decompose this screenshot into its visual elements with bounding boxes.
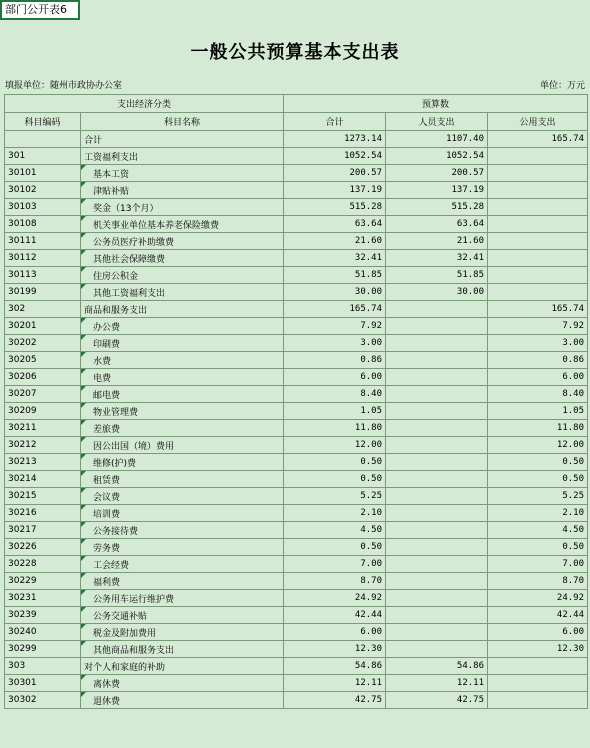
- cell-public[interactable]: 0.50: [488, 471, 588, 488]
- table-row: [5, 556, 588, 573]
- cell-public[interactable]: 11.80: [488, 420, 588, 437]
- table-row: [5, 658, 588, 675]
- cell-personnel[interactable]: [386, 318, 488, 335]
- table-row: [5, 607, 588, 624]
- cell-total[interactable]: 1052.54: [284, 148, 386, 165]
- table-row: [5, 624, 588, 641]
- cell-total[interactable]: 42.44: [284, 607, 386, 624]
- cell-personnel[interactable]: 42.75: [386, 692, 488, 709]
- cell-public[interactable]: 12.30: [488, 641, 588, 658]
- cell-total[interactable]: 137.19: [284, 182, 386, 199]
- cell-total[interactable]: 30.00: [284, 284, 386, 301]
- cell-code[interactable]: 30240: [5, 624, 81, 641]
- cell-total[interactable]: 21.60: [284, 233, 386, 250]
- cell-personnel[interactable]: [386, 454, 488, 471]
- cell-public[interactable]: 7.00: [488, 556, 588, 573]
- cell-name[interactable]: 津贴补贴: [81, 182, 284, 199]
- cell-code[interactable]: 30217: [5, 522, 81, 539]
- table-row: [5, 573, 588, 590]
- cell-total[interactable]: 7.92: [284, 318, 386, 335]
- cell-personnel[interactable]: [386, 301, 488, 318]
- cell-personnel[interactable]: [386, 488, 488, 505]
- cell-name[interactable]: 差旅费: [81, 420, 284, 437]
- cell-personnel[interactable]: 21.60: [386, 233, 488, 250]
- cell-personnel[interactable]: 51.85: [386, 267, 488, 284]
- cell-name[interactable]: 机关事业单位基本养老保险缴费: [81, 216, 284, 233]
- cell-personnel[interactable]: [386, 624, 488, 641]
- cell-name[interactable]: 公务交通补贴: [81, 607, 284, 624]
- cell-name[interactable]: 培训费: [81, 505, 284, 522]
- cell-personnel[interactable]: [386, 403, 488, 420]
- cell-public[interactable]: [488, 233, 588, 250]
- cell-public[interactable]: 12.00: [488, 437, 588, 454]
- cell-public[interactable]: [488, 216, 588, 233]
- cell-code[interactable]: 30239: [5, 607, 81, 624]
- cell-code[interactable]: 30113: [5, 267, 81, 284]
- cell-personnel[interactable]: 200.57: [386, 165, 488, 182]
- cell-total[interactable]: 165.74: [284, 301, 386, 318]
- cell-public[interactable]: [488, 199, 588, 216]
- cell-code[interactable]: 30301: [5, 675, 81, 692]
- cell-total[interactable]: 1.05: [284, 403, 386, 420]
- cell-code[interactable]: 30211: [5, 420, 81, 437]
- cell-code[interactable]: 30101: [5, 165, 81, 182]
- table-row: [5, 131, 588, 148]
- cell-name[interactable]: 工资福利支出: [81, 148, 284, 165]
- header-personnel[interactable]: 人员支出: [386, 113, 488, 131]
- cell-code[interactable]: 30202: [5, 335, 81, 352]
- table-row: [5, 420, 588, 437]
- header-code[interactable]: 科目编码: [5, 113, 81, 131]
- cell-public[interactable]: 7.92: [488, 318, 588, 335]
- cell-personnel[interactable]: 30.00: [386, 284, 488, 301]
- cell-name[interactable]: 商品和服务支出: [81, 301, 284, 318]
- cell-public[interactable]: 24.92: [488, 590, 588, 607]
- cell-code[interactable]: 30206: [5, 369, 81, 386]
- cell-name[interactable]: 水费: [81, 352, 284, 369]
- cell-name[interactable]: 住房公积金: [81, 267, 284, 284]
- cell-name[interactable]: 退休费: [81, 692, 284, 709]
- table-row: [5, 199, 588, 216]
- cell-code[interactable]: 30299: [5, 641, 81, 658]
- cell-name[interactable]: 邮电费: [81, 386, 284, 403]
- cell-name[interactable]: 基本工资: [81, 165, 284, 182]
- cell-total[interactable]: 54.86: [284, 658, 386, 675]
- cell-name[interactable]: 奖金（13个月）: [81, 199, 284, 216]
- cell-code[interactable]: 30216: [5, 505, 81, 522]
- cell-total[interactable]: 2.10: [284, 505, 386, 522]
- cell-name[interactable]: 离休费: [81, 675, 284, 692]
- cell-name[interactable]: 维修(护)费: [81, 454, 284, 471]
- table-row: [5, 488, 588, 505]
- cell-name[interactable]: 其他工资福利支出: [81, 284, 284, 301]
- cell-personnel[interactable]: [386, 573, 488, 590]
- cell-total[interactable]: 8.70: [284, 573, 386, 590]
- cell-personnel[interactable]: 137.19: [386, 182, 488, 199]
- table-body: [5, 131, 588, 709]
- cell-total[interactable]: 63.64: [284, 216, 386, 233]
- cell-name[interactable]: 其他商品和服务支出: [81, 641, 284, 658]
- table-row: [5, 148, 588, 165]
- cell-personnel[interactable]: 1052.54: [386, 148, 488, 165]
- cell-public[interactable]: [488, 675, 588, 692]
- cell-public[interactable]: [488, 658, 588, 675]
- cell-name[interactable]: 租赁费: [81, 471, 284, 488]
- cell-name[interactable]: 办公费: [81, 318, 284, 335]
- cell-code[interactable]: 30231: [5, 590, 81, 607]
- cell-code[interactable]: 30111: [5, 233, 81, 250]
- table-row: [5, 471, 588, 488]
- header-group-row: [5, 95, 588, 113]
- cell-code[interactable]: [5, 131, 81, 148]
- table-row: [5, 641, 588, 658]
- cell-personnel[interactable]: [386, 386, 488, 403]
- header-column-row: [5, 113, 588, 131]
- table-row: [5, 250, 588, 267]
- table-row: [5, 216, 588, 233]
- cell-personnel[interactable]: [386, 590, 488, 607]
- table-row: [5, 692, 588, 709]
- cell-name[interactable]: 印刷费: [81, 335, 284, 352]
- cell-total[interactable]: 4.50: [284, 522, 386, 539]
- cell-code[interactable]: 301: [5, 148, 81, 165]
- cell-public[interactable]: 165.74: [488, 301, 588, 318]
- cell-personnel[interactable]: 63.64: [386, 216, 488, 233]
- cell-personnel[interactable]: 515.28: [386, 199, 488, 216]
- cell-name[interactable]: 工会经费: [81, 556, 284, 573]
- cell-name[interactable]: 会议费: [81, 488, 284, 505]
- table-row: [5, 352, 588, 369]
- expenditure-table: [4, 94, 588, 709]
- cell-total[interactable]: 515.28: [284, 199, 386, 216]
- cell-public[interactable]: 42.44: [488, 607, 588, 624]
- table-row: [5, 267, 588, 284]
- cell-code[interactable]: 30207: [5, 386, 81, 403]
- cell-public[interactable]: [488, 692, 588, 709]
- cell-name[interactable]: 劳务费: [81, 539, 284, 556]
- table-row: [5, 505, 588, 522]
- cell-name[interactable]: 税金及附加费用: [81, 624, 284, 641]
- table-row: [5, 539, 588, 556]
- cell-name[interactable]: 对个人和家庭的补助: [81, 658, 284, 675]
- cell-public[interactable]: 1.05: [488, 403, 588, 420]
- cell-total[interactable]: 8.40: [284, 386, 386, 403]
- cell-total[interactable]: 0.50: [284, 471, 386, 488]
- cell-name[interactable]: 其他社会保障缴费: [81, 250, 284, 267]
- cell-name[interactable]: 合计: [81, 131, 284, 148]
- cell-total[interactable]: 6.00: [284, 624, 386, 641]
- table-row: [5, 165, 588, 182]
- cell-public[interactable]: 0.86: [488, 352, 588, 369]
- header-economic-classification[interactable]: 支出经济分类: [5, 95, 284, 113]
- cell-personnel[interactable]: [386, 522, 488, 539]
- cell-public[interactable]: 4.50: [488, 522, 588, 539]
- cell-total[interactable]: 12.00: [284, 437, 386, 454]
- cell-public[interactable]: [488, 182, 588, 199]
- cell-total[interactable]: 1273.14: [284, 131, 386, 148]
- cell-code[interactable]: 30213: [5, 454, 81, 471]
- cell-code[interactable]: 30112: [5, 250, 81, 267]
- cell-personnel[interactable]: 12.11: [386, 675, 488, 692]
- table-row: [5, 386, 588, 403]
- cell-total[interactable]: 3.00: [284, 335, 386, 352]
- cell-total[interactable]: 200.57: [284, 165, 386, 182]
- cell-personnel[interactable]: [386, 335, 488, 352]
- table-row: [5, 403, 588, 420]
- cell-code[interactable]: 30209: [5, 403, 81, 420]
- cell-total[interactable]: 0.50: [284, 539, 386, 556]
- page-title: 一般公共预算基本支出表: [190, 42, 400, 63]
- header-budget-amount[interactable]: 预算数: [284, 95, 588, 113]
- cell-name[interactable]: 因公出国（境）费用: [81, 437, 284, 454]
- cell-total[interactable]: 7.00: [284, 556, 386, 573]
- cell-personnel[interactable]: [386, 539, 488, 556]
- cell-personnel[interactable]: [386, 505, 488, 522]
- table-row: [5, 182, 588, 199]
- table-row: [5, 675, 588, 692]
- cell-code[interactable]: 30205: [5, 352, 81, 369]
- cell-code[interactable]: 30201: [5, 318, 81, 335]
- header-name[interactable]: 科目名称: [81, 113, 284, 131]
- cell-code[interactable]: 30102: [5, 182, 81, 199]
- cell-code[interactable]: 30214: [5, 471, 81, 488]
- cell-name[interactable]: 福利费: [81, 573, 284, 590]
- cell-code[interactable]: 30199: [5, 284, 81, 301]
- cell-public[interactable]: [488, 165, 588, 182]
- cell-personnel[interactable]: [386, 369, 488, 386]
- cell-personnel[interactable]: [386, 556, 488, 573]
- cell-total[interactable]: 6.00: [284, 369, 386, 386]
- table-row: [5, 233, 588, 250]
- cell-personnel[interactable]: 1107.40: [386, 131, 488, 148]
- cell-public[interactable]: [488, 267, 588, 284]
- cell-personnel[interactable]: 32.41: [386, 250, 488, 267]
- cell-total[interactable]: 32.41: [284, 250, 386, 267]
- cell-name[interactable]: 公务员医疗补助缴费: [81, 233, 284, 250]
- cell-code[interactable]: 30212: [5, 437, 81, 454]
- table-row: [5, 522, 588, 539]
- cell-total[interactable]: 42.75: [284, 692, 386, 709]
- cell-personnel[interactable]: [386, 352, 488, 369]
- cell-code[interactable]: 30229: [5, 573, 81, 590]
- table-row: [5, 301, 588, 318]
- reporting-unit: 填报单位：随州市政协办公室: [5, 81, 123, 91]
- cell-total[interactable]: 5.25: [284, 488, 386, 505]
- cell-code[interactable]: 30226: [5, 539, 81, 556]
- cell-code[interactable]: 30228: [5, 556, 81, 573]
- cell-public[interactable]: 2.10: [488, 505, 588, 522]
- cell-public[interactable]: 5.25: [488, 488, 588, 505]
- cell-total[interactable]: 0.50: [284, 454, 386, 471]
- cell-code[interactable]: 30108: [5, 216, 81, 233]
- cell-code[interactable]: 303: [5, 658, 81, 675]
- cell-total[interactable]: 24.92: [284, 590, 386, 607]
- table-row: [5, 369, 588, 386]
- cell-public[interactable]: 6.00: [488, 624, 588, 641]
- cell-name[interactable]: 物业管理费: [81, 403, 284, 420]
- cell-code[interactable]: 30215: [5, 488, 81, 505]
- table-row: [5, 335, 588, 352]
- table-row: [5, 284, 588, 301]
- cell-name[interactable]: 电费: [81, 369, 284, 386]
- cell-personnel[interactable]: [386, 471, 488, 488]
- cell-public[interactable]: 8.40: [488, 386, 588, 403]
- cell-total[interactable]: 51.85: [284, 267, 386, 284]
- cell-name[interactable]: 公务接待费: [81, 522, 284, 539]
- cell-public[interactable]: 3.00: [488, 335, 588, 352]
- cell-public[interactable]: [488, 148, 588, 165]
- header-public[interactable]: 公用支出: [488, 113, 588, 131]
- table-row: [5, 318, 588, 335]
- table-row: [5, 590, 588, 607]
- cell-total[interactable]: 11.80: [284, 420, 386, 437]
- cell-public[interactable]: 0.50: [488, 454, 588, 471]
- cell-personnel[interactable]: [386, 437, 488, 454]
- cell-personnel[interactable]: 54.86: [386, 658, 488, 675]
- cell-code[interactable]: 302: [5, 301, 81, 318]
- cell-public[interactable]: 8.70: [488, 573, 588, 590]
- cell-name[interactable]: 公务用车运行维护费: [81, 590, 284, 607]
- header-total[interactable]: 合计: [284, 113, 386, 131]
- cell-code[interactable]: 30103: [5, 199, 81, 216]
- cell-total[interactable]: 0.86: [284, 352, 386, 369]
- cell-total[interactable]: 12.30: [284, 641, 386, 658]
- cell-code[interactable]: 30302: [5, 692, 81, 709]
- cell-public[interactable]: [488, 284, 588, 301]
- currency-unit: 单位：万元: [539, 81, 585, 91]
- cell-public[interactable]: 0.50: [488, 539, 588, 556]
- cell-public[interactable]: 6.00: [488, 369, 588, 386]
- table-row: [5, 454, 588, 471]
- table-row: [5, 437, 588, 454]
- cell-total[interactable]: 12.11: [284, 675, 386, 692]
- cell-public[interactable]: [488, 250, 588, 267]
- cell-public[interactable]: 165.74: [488, 131, 588, 148]
- cell-personnel[interactable]: [386, 420, 488, 437]
- cell-personnel[interactable]: [386, 641, 488, 658]
- sheet-tag-cell[interactable]: 部门公开表6: [0, 0, 80, 20]
- cell-personnel[interactable]: [386, 607, 488, 624]
